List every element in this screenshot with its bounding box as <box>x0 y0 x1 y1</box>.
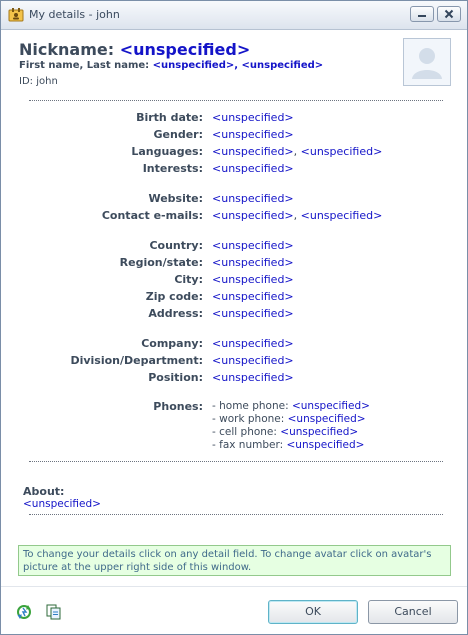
field-values <box>212 128 294 141</box>
footer-separator <box>1 586 467 587</box>
field-label: Zip code: <box>145 290 203 303</box>
phone-value-link[interactable]: <unspecified> <box>286 439 365 451</box>
window-title: My details - john <box>29 8 120 21</box>
field-values <box>212 256 294 269</box>
first-name-value[interactable]: <unspecified> <box>152 60 235 71</box>
phone-type-label: - home phone: <box>212 400 289 412</box>
field-value-link[interactable]: <unspecified> <box>300 145 383 158</box>
field-row-languages <box>1 145 467 161</box>
phone-type-label: - fax number: <box>212 439 284 451</box>
field-label: Website: <box>148 192 203 205</box>
field-row-position <box>1 371 467 387</box>
about-label: About: <box>23 485 65 498</box>
field-row-zip-code <box>1 290 467 306</box>
title-bar[interactable] <box>1 1 467 30</box>
field-label: Contact e-mails: <box>101 209 203 222</box>
field-values <box>212 162 294 175</box>
value-separator: , <box>293 145 301 158</box>
field-row-contact-e-mails <box>1 209 467 225</box>
field-value-link[interactable]: <unspecified> <box>212 307 294 320</box>
cancel-button[interactable]: Cancel <box>368 600 458 624</box>
field-value-link[interactable]: <unspecified> <box>212 162 294 175</box>
copy-icon[interactable] <box>45 603 63 621</box>
divider-middle <box>29 461 443 462</box>
field-row-birth-date <box>1 111 467 127</box>
field-value-link[interactable]: <unspecified> <box>212 256 294 269</box>
field-value-link[interactable]: <unspecified> <box>212 239 294 252</box>
field-row-website <box>1 192 467 208</box>
field-values <box>212 145 382 158</box>
field-value-link[interactable]: <unspecified> <box>212 145 294 158</box>
field-values <box>212 337 294 350</box>
field-row-city <box>1 273 467 289</box>
field-values <box>212 111 294 124</box>
field-value-link[interactable]: <unspecified> <box>212 354 294 367</box>
value-separator: , <box>293 209 301 222</box>
field-values <box>212 239 294 252</box>
fullname-row <box>19 60 323 71</box>
close-button[interactable] <box>437 6 461 22</box>
user-id-row <box>19 76 58 87</box>
minimize-button[interactable] <box>410 6 434 22</box>
field-value-link[interactable]: <unspecified> <box>212 111 294 124</box>
contact-card-icon <box>8 7 24 23</box>
field-row-division-department <box>1 354 467 370</box>
field-value-link[interactable]: <unspecified> <box>212 209 294 222</box>
field-row-company <box>1 337 467 353</box>
field-label: Birth date: <box>136 111 203 124</box>
nickname-value[interactable]: <unspecified> <box>119 40 251 59</box>
field-values <box>212 209 382 222</box>
phone-type-label: - cell phone: <box>212 426 277 438</box>
divider-bottom <box>29 514 443 515</box>
field-values <box>212 354 294 367</box>
hint-box: To change your details click on any detail field. To change avatar click on avatar's picture at the upper right side of this window. <box>18 545 451 576</box>
field-label: Interests: <box>142 162 203 175</box>
avatar-picture[interactable] <box>403 38 451 86</box>
phone-value-link[interactable]: <unspecified> <box>287 413 366 425</box>
user-id-label: ID: <box>19 76 34 87</box>
field-label: Languages: <box>131 145 203 158</box>
phone-item <box>212 413 366 425</box>
close-icon <box>438 7 460 21</box>
nickname-label: Nickname: <box>19 40 115 59</box>
divider-top <box>29 100 443 101</box>
field-value-link[interactable]: <unspecified> <box>212 192 294 205</box>
field-row-region-state <box>1 256 467 272</box>
about-value[interactable]: <unspecified> <box>23 498 101 510</box>
last-name-value[interactable]: <unspecified> <box>241 60 324 71</box>
field-label: Address: <box>148 307 203 320</box>
field-row-gender <box>1 128 467 144</box>
phones-label: Phones: <box>153 400 203 413</box>
field-row-interests <box>1 162 467 178</box>
field-label: Division/Department: <box>70 354 203 367</box>
field-label: Company: <box>141 337 203 350</box>
details-content <box>1 30 467 634</box>
field-label: Gender: <box>153 128 203 141</box>
field-label: Region/state: <box>119 256 203 269</box>
nickname-row <box>19 40 250 59</box>
field-values <box>212 371 294 384</box>
field-values <box>212 290 294 303</box>
phone-type-label: - work phone: <box>212 413 285 425</box>
field-value-link[interactable]: <unspecified> <box>300 209 383 222</box>
field-values <box>212 192 294 205</box>
user-silhouette-icon <box>404 39 450 85</box>
name-separator: , <box>234 60 239 71</box>
phone-value-link[interactable]: <unspecified> <box>280 426 359 438</box>
fullname-label: First name, Last name: <box>19 60 150 71</box>
field-label: Country: <box>149 239 203 252</box>
refresh-icon[interactable] <box>15 603 33 621</box>
field-row-address <box>1 307 467 323</box>
phone-item <box>212 439 364 451</box>
field-values <box>212 307 294 320</box>
field-value-link[interactable]: <unspecified> <box>212 290 294 303</box>
field-value-link[interactable]: <unspecified> <box>212 337 294 350</box>
field-value-link[interactable]: <unspecified> <box>212 273 294 286</box>
phone-item <box>212 426 358 438</box>
field-row-country <box>1 239 467 255</box>
field-value-link[interactable]: <unspecified> <box>212 128 294 141</box>
field-label: Position: <box>148 371 203 384</box>
phone-item <box>212 400 370 412</box>
field-label: City: <box>174 273 203 286</box>
ok-button[interactable]: OK <box>268 600 358 624</box>
user-id-value: john <box>36 76 58 87</box>
minimize-icon <box>411 7 433 21</box>
field-values <box>212 273 294 286</box>
field-value-link[interactable]: <unspecified> <box>212 371 294 384</box>
phone-value-link[interactable]: <unspecified> <box>291 400 370 412</box>
